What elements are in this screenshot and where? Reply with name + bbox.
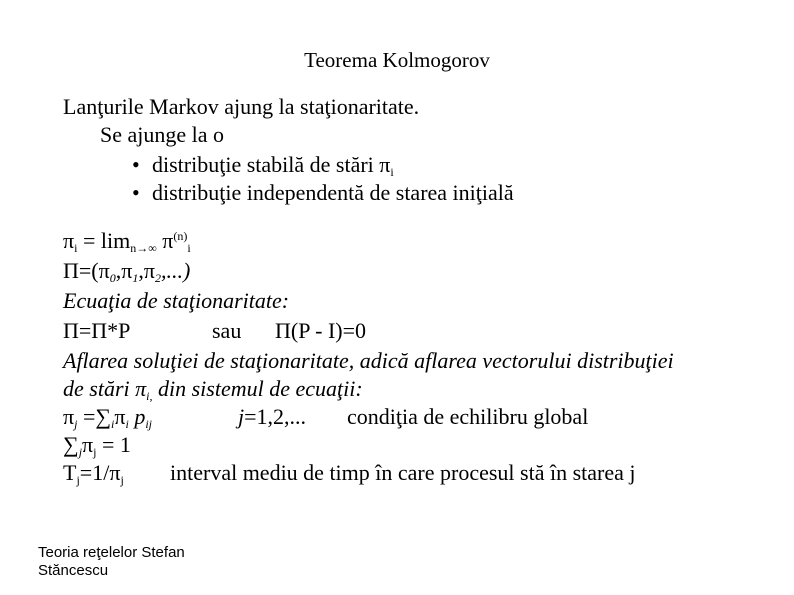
subscript: j: [93, 445, 97, 459]
lim-subscript: n→∞: [130, 241, 157, 255]
mean-time-description: interval mediu de timp în care procesul stă în starea j: [170, 460, 636, 485]
slide-title: Teorema Kolmogorov: [304, 48, 490, 72]
subscript: j: [78, 445, 83, 459]
subscript: 0: [109, 271, 116, 285]
subscript: i: [187, 241, 191, 255]
eq-part: Π=(π: [63, 258, 110, 283]
footer-line-1: Teoria reţelelor Stefan: [38, 544, 185, 561]
superscript: (n): [173, 229, 188, 243]
intro-line-1: Lanţurile Markov ajung la staţionaritate.: [63, 94, 420, 119]
equation-global-balance: [63, 404, 152, 430]
global-balance-condition: condiţia de echilibru global: [347, 404, 589, 429]
subscript: 1: [132, 271, 139, 285]
bullet-text: distribuţie stabilă de stări π: [152, 152, 391, 177]
eq-part: ,π: [115, 258, 133, 283]
subscript: j: [74, 417, 78, 431]
subscript: i: [74, 241, 78, 255]
index-values: =1,2,...: [244, 404, 307, 429]
pi-symbol: π: [82, 432, 94, 457]
equation-stationarity-or: sau: [212, 318, 242, 343]
pi-symbol: π: [156, 228, 174, 253]
eq-part: ,π: [138, 258, 155, 283]
eq-part: = 1: [96, 432, 131, 457]
sum-symbol: ∑: [63, 432, 79, 457]
subscript: 2: [154, 271, 161, 285]
bullet-icon: •: [132, 180, 140, 205]
sum-symbol: =∑: [77, 404, 112, 429]
pi-symbol: π: [63, 404, 75, 429]
subscript: i: [111, 417, 115, 431]
subscript: i: [390, 165, 394, 179]
solution-text-line-2: [63, 376, 363, 402]
text-part: din sistemul de ecuaţii:: [152, 376, 363, 401]
eq-part: ,...): [160, 258, 191, 283]
solution-text-line-1: Aflarea soluţiei de staţionaritate, adică aflarea vectorului distribuţiei: [63, 348, 674, 373]
bullet-item-2: [132, 180, 514, 206]
lim-text: = lim: [77, 228, 131, 253]
subscript: i: [125, 417, 129, 431]
subscript: ij: [145, 417, 153, 431]
subscript: j: [76, 473, 80, 487]
footer-line-2: Stăncescu: [38, 562, 109, 579]
index-label: j: [238, 404, 245, 429]
equation-stationarity-right: Π(P - I)=0: [275, 318, 367, 343]
pi-symbol: π: [114, 404, 126, 429]
p-symbol: p: [128, 404, 146, 429]
footer: [38, 544, 185, 580]
pi-symbol: π: [63, 228, 75, 253]
equation-stationarity-left: Π=Π*P: [63, 318, 131, 343]
subscript: i,: [146, 389, 153, 403]
bullet-text: distribuţie independentă de starea iniţială: [152, 180, 514, 205]
bullet-icon: •: [132, 152, 140, 177]
subscript: j: [120, 473, 124, 487]
eq-part: =1/π: [79, 460, 121, 485]
index-range: [238, 404, 306, 430]
intro-line-2: Se ajunge la o: [100, 122, 225, 147]
stationarity-heading: Ecuaţia de staţionaritate:: [63, 288, 290, 313]
bullet-item-1: [132, 152, 394, 178]
text-part: de stări π: [63, 376, 147, 401]
t-symbol: T: [63, 460, 77, 485]
equation-pi-vector: [63, 258, 190, 284]
equation-limit: [63, 228, 191, 254]
equation-normalization: [63, 432, 131, 458]
equation-mean-time: [63, 460, 124, 486]
